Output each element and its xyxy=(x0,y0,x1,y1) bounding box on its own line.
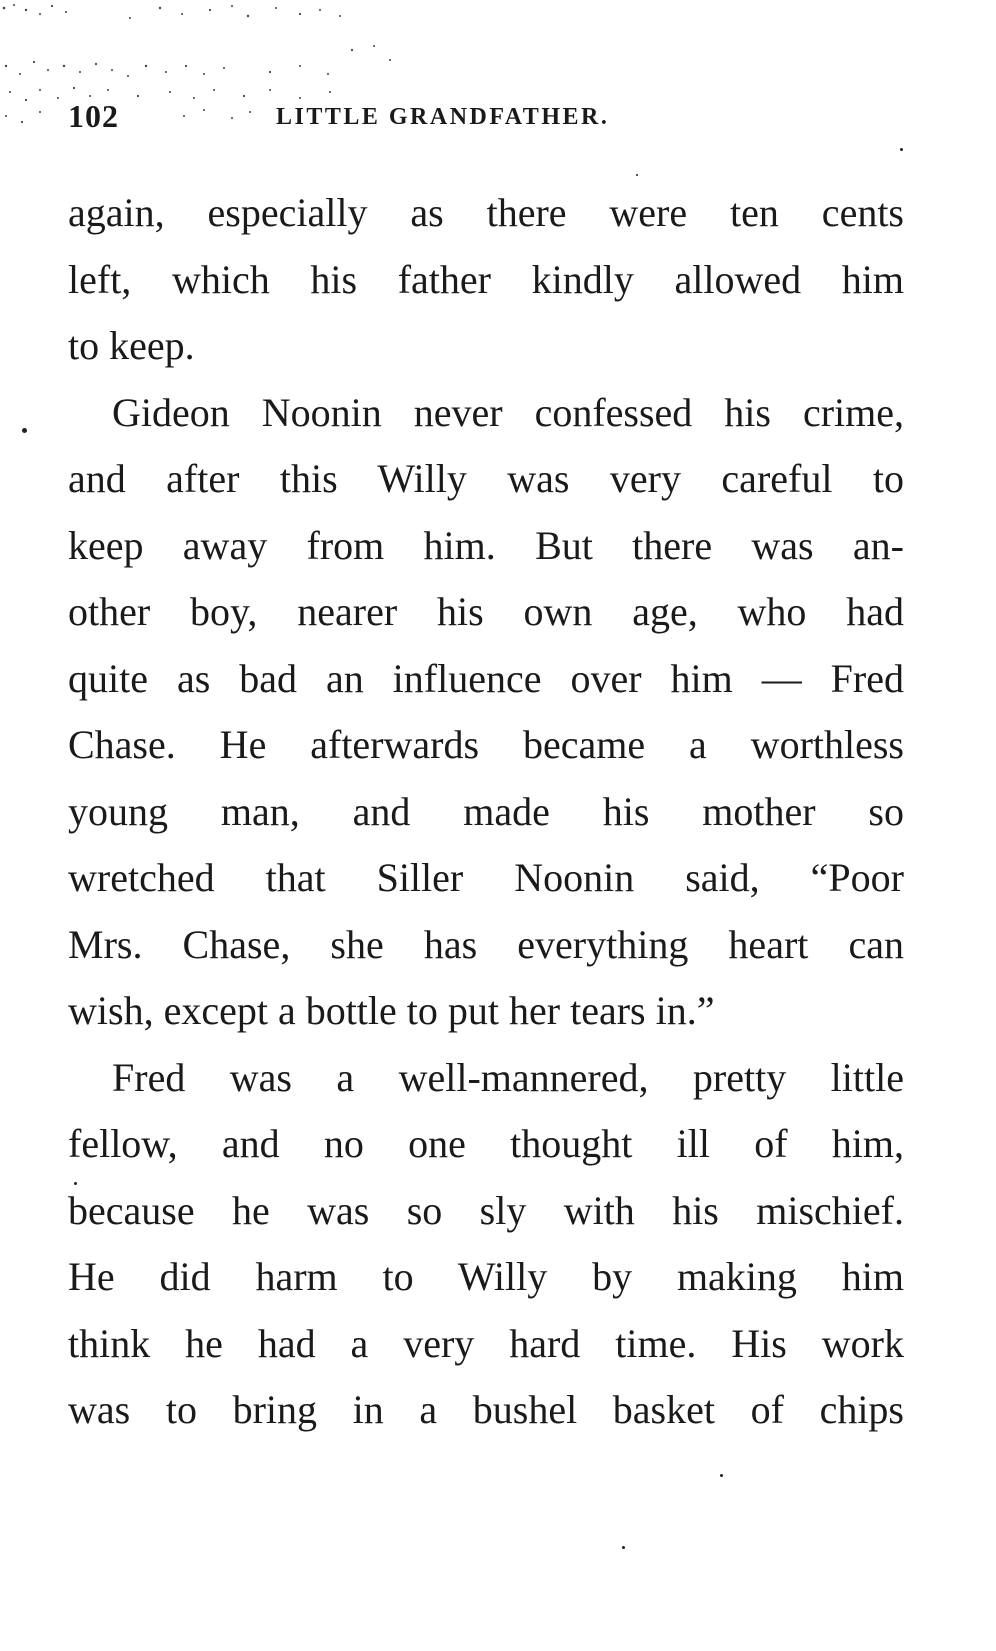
text-line: again, especially as there were ten cents xyxy=(68,190,904,235)
ink-spot xyxy=(636,174,638,176)
text-line: Mrs. Chase, she has everything heart can xyxy=(68,921,904,967)
ink-spot xyxy=(622,1546,625,1549)
text-line: keep away from him. But there was an- xyxy=(68,522,904,568)
text-line: young man, and made his mother so xyxy=(68,788,904,834)
text-line: left, which his father kindly allowed him xyxy=(68,256,904,302)
ink-spot xyxy=(720,1474,723,1477)
body-text xyxy=(68,180,904,1444)
ink-spot xyxy=(22,428,27,433)
page-number: 102 xyxy=(68,98,119,134)
paragraph-first-line: Fred was a well-mannered, pretty little xyxy=(112,1054,904,1100)
ink-spot xyxy=(900,148,903,151)
text-line: wish, except a bottle to put her tears in.” xyxy=(68,988,715,1033)
text-line: He did harm to Willy by making him xyxy=(68,1254,904,1299)
text-line: and after this Willy was very careful to xyxy=(68,456,904,501)
text-line: think he had a very hard time. His work xyxy=(68,1320,904,1366)
text-line: to keep. xyxy=(68,323,195,368)
text-line: was to bring in a bushel basket of chips xyxy=(68,1387,904,1432)
text-line: because he was so sly with his mischief. xyxy=(68,1187,904,1233)
running-header xyxy=(68,98,948,138)
text-line: wretched that Siller Noonin said, “Poor xyxy=(68,855,904,900)
ink-spot xyxy=(74,1182,77,1185)
paragraph-first-line: Gideon Noonin never confessed his crime, xyxy=(112,389,904,435)
text-line: Chase. He afterwards became a worthless xyxy=(68,722,904,767)
text-line: fellow, and no one thought ill of him, xyxy=(68,1121,904,1166)
running-title: LITTLE GRANDFATHER. xyxy=(276,104,610,130)
text-line: quite as bad an influence over him — Fred xyxy=(68,655,904,701)
text-line: other boy, nearer his own age, who had xyxy=(68,589,904,634)
